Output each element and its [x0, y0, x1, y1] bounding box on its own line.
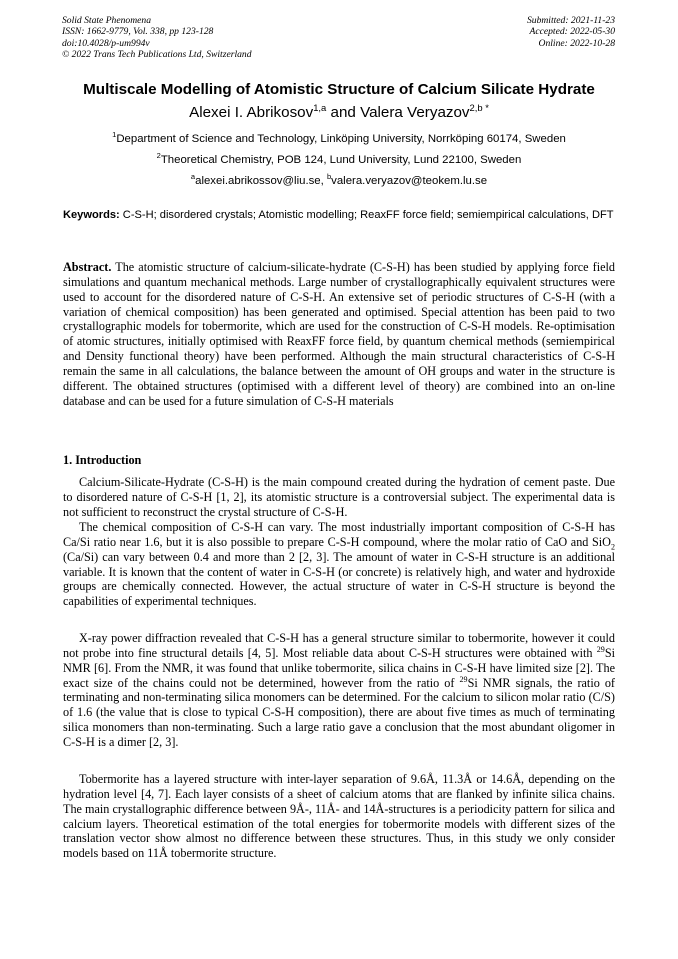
online-date: Online: 2022-10-28 — [538, 37, 615, 49]
email-b: valera.veryazov@teokem.lu.se — [331, 175, 488, 187]
journal-name: Solid State Phenomena — [62, 15, 151, 26]
accepted-date: Accepted: 2022-05-30 — [529, 26, 615, 38]
email-a-mark: a — [190, 172, 196, 182]
intro-paragraph-2-part-1: The chemical composition of C-S-H can vary. The most industrially important composition of C-S-H has Ca/Si ratio near 1.6, but it is also possible to prepare C-S-H compound, where the molar ratio of CaO and SiO — [63, 520, 615, 549]
email-a: alexei.abrikossov@liu.se, — [195, 175, 327, 187]
intro-paragraph-2-part-2: (Ca/Si) can vary between 0.4 and more than 2 [2, 3]. The amount of water in C-S-H structure is an additional variable. It is known that the content of water in C-S-H (or concrete) is relatively high, and water and hydroxide groups are chemically connected. However, the actual structure of water in C-S-H structure is beyond the capabilities of experimental techniques. — [63, 549, 615, 609]
keywords — [63, 208, 615, 223]
affiliation-2 — [0, 153, 678, 167]
author-2-affiliation-mark: 2,b * — [469, 101, 489, 113]
isotope-superscript-1: 29 — [596, 644, 605, 654]
submitted-date: Submitted: 2021-11-23 — [526, 15, 615, 26]
intro-paragraph-3-part-2: Si NMR [6]. From the NMR, it was found that unlike tobermorite, silica chains in C-S-H have limited size [2]. The exact size of the chains could not be determined, however from the ratio of — [63, 645, 615, 690]
intro-paragraph-3 — [63, 631, 615, 750]
intro-paragraph-2 — [63, 520, 615, 609]
abstract-label: Abstract. — [63, 260, 112, 274]
author-1: Alexei I. Abrikosov — [189, 104, 314, 121]
journal-header-right — [527, 15, 615, 49]
affiliation-2-text: Theoretical Chemistry, POB 124, Lund University, Lund 22100, Sweden — [160, 154, 522, 166]
affiliation-1 — [0, 132, 678, 146]
section-heading-introduction: 1. Introduction — [63, 453, 142, 467]
journal-issn: ISSN: 1662-9779, Vol. 338, pp 123-128 — [62, 26, 214, 38]
email-b-mark: b — [326, 172, 332, 182]
keywords-text: C-S-H; disordered crystals; Atomistic modelling; ReaxFF force field; semiempirical calculations, DFT — [119, 209, 614, 221]
journal-header-left — [62, 15, 252, 60]
affiliation-1-text: Department of Science and Technology, Linköping University, Norrköping 60174, Sweden — [116, 133, 566, 145]
author-conjunction: and — [326, 104, 361, 121]
author-line — [0, 103, 678, 122]
keywords-label: Keywords: — [63, 209, 120, 221]
paper-title: Multiscale Modelling of Atomistic Structure of Calcium Silicate Hydrate — [83, 81, 595, 98]
affiliation-2-mark: 2 — [156, 151, 161, 161]
email-line — [0, 174, 678, 188]
doi: doi:10.4028/p-um994v — [62, 37, 150, 49]
intro-paragraph-4: Tobermorite has a layered structure with inter-layer separation of 9.6Å, 11.3Å or 14.6Å, depending on the hydration level [4, 7]. Each layer consists of a sheet of calcium atoms that are flanked by infinite silica chains. The main crystallographic difference between 9Å-, 11Å- and 14Å-structures is a periodicity pattern for silica and calcium layers. Theoretical estimation of the total energies for tobermorite models with different sizes of the translation vector show almost no difference between these structures. Thus, in this study we only consider models based on 11Å tobermorite structure. — [63, 772, 615, 861]
copyright: © 2022 Trans Tech Publications Ltd, Switzerland — [62, 48, 252, 60]
affiliation-1-mark: 1 — [112, 130, 117, 140]
subscript-2: 2 — [610, 542, 615, 552]
intro-paragraph-3-part-3: Si NMR signals, the ratio of terminating and non-terminating silica monomers can be determined. For the calcium to silicon molar ratio (C/S) of 1.6 (the value that is close to typical C-S-H composition), there are about five times as much of terminating silica monomers than non-terminating. Such a large ratio gave a conclusion that the most abundant oligomer in C-S-H is a dimer [2, 3]. — [63, 675, 615, 749]
abstract — [63, 260, 615, 408]
isotope-superscript-2: 29 — [459, 674, 468, 684]
author-1-affiliation-mark: 1,a — [313, 101, 327, 113]
author-2: Valera Veryazov — [360, 104, 470, 121]
intro-paragraph-3-part-1: X-ray power diffraction revealed that C-S-H has a general structure similar to tobermorite, however it could not probe into fine structural details [4, 5]. Most reliable data about C-S-H structures were obtained with — [63, 631, 615, 660]
intro-paragraph-1: Calcium-Silicate-Hydrate (C-S-H) is the main compound created during the hydration of cement paste. Due to disordered nature of C-S-H [1, 2], its atomistic structure is a controversial subject. The experimental data is not sufficient to reconstruct the crystal structure of C-S-H. — [63, 475, 615, 519]
abstract-text: The atomistic structure of calcium-silicate-hydrate (C-S-H) has been studied by applying force field simulations and quantum mechanical methods. Large number of crystallographically equivalent structures were used to account for the disordered nature of C-S-H. An extensive set of periodic structures of C-S-H (with a variation of chemical composition) has been generated and optimised. Special attention has been paid to two crystallographic models for tobermorite, which are used for the construction of C-S-H models. Re-optimisation of atomic structures, initially optimised with ReaxFF force field, by quantum chemical methods (semiempirical and Density functional theory) have been performed. Although the main structural characteristics of C-S-H remain the same in all calculations, the balance between the amount of OH groups and water in the structure is different. The obtained structures (optimised with a different level of theory) are combined into an on-line database and can be used for a future simulation of C-S-H materials — [63, 260, 615, 408]
